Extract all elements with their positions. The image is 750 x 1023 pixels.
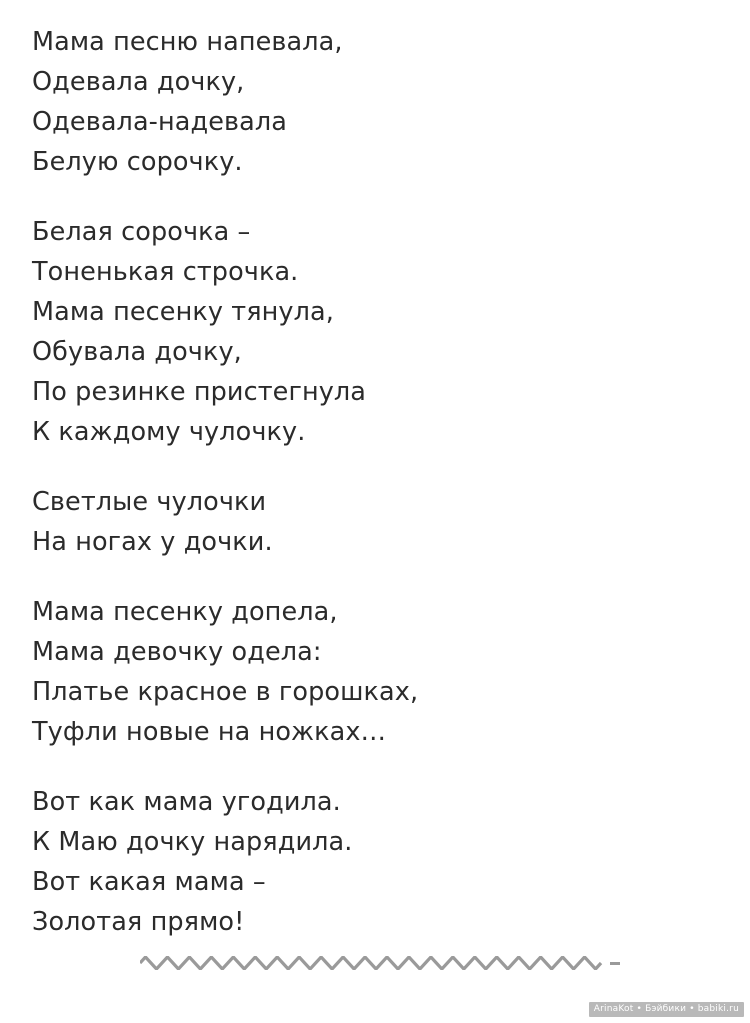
poem-line: К Маю дочку нарядила. bbox=[32, 827, 353, 857]
poem-line: Вот какая мама – bbox=[32, 867, 266, 897]
poem-line: Мама девочку одела: bbox=[32, 637, 322, 667]
watermark-badge: ArinaKot • Бэйбики • babiki.ru bbox=[589, 1002, 744, 1017]
poem-line: Одевала-надевала bbox=[32, 107, 287, 137]
poem-line: Одевала дочку, bbox=[32, 67, 245, 97]
poem-line: Белая сорочка – bbox=[32, 217, 251, 247]
poem-stanza bbox=[32, 22, 672, 182]
poem-line: Вот как мама угодила. bbox=[32, 787, 341, 817]
poem-line: По резинке пристегнула bbox=[32, 377, 367, 407]
poem-line: На ногах у дочки. bbox=[32, 527, 273, 557]
poem-line: Туфли новые на ножках… bbox=[32, 717, 387, 747]
zigzag-divider-icon bbox=[140, 952, 620, 974]
divider-tail bbox=[610, 962, 620, 965]
poem-line: Обувала дочку, bbox=[32, 337, 242, 367]
poem-line: Мама песню напевала, bbox=[32, 27, 343, 57]
poem-line: Платье красное в горошках, bbox=[32, 677, 419, 707]
poem-line: Золотая прямо! bbox=[32, 907, 245, 937]
poem-stanza bbox=[32, 592, 672, 752]
poem-stanza bbox=[32, 782, 672, 942]
poem-line: К каждому чулочку. bbox=[32, 417, 306, 447]
poem-line: Мама песенку допела, bbox=[32, 597, 338, 627]
poem-stanza bbox=[32, 482, 672, 562]
poem-line: Светлые чулочки bbox=[32, 487, 267, 517]
poem-stanza bbox=[32, 212, 672, 452]
poem-body bbox=[32, 22, 672, 942]
poem-line: Белую сорочку. bbox=[32, 147, 243, 177]
poem-line: Тоненькая строчка. bbox=[32, 257, 299, 287]
poem-line: Мама песенку тянула, bbox=[32, 297, 334, 327]
